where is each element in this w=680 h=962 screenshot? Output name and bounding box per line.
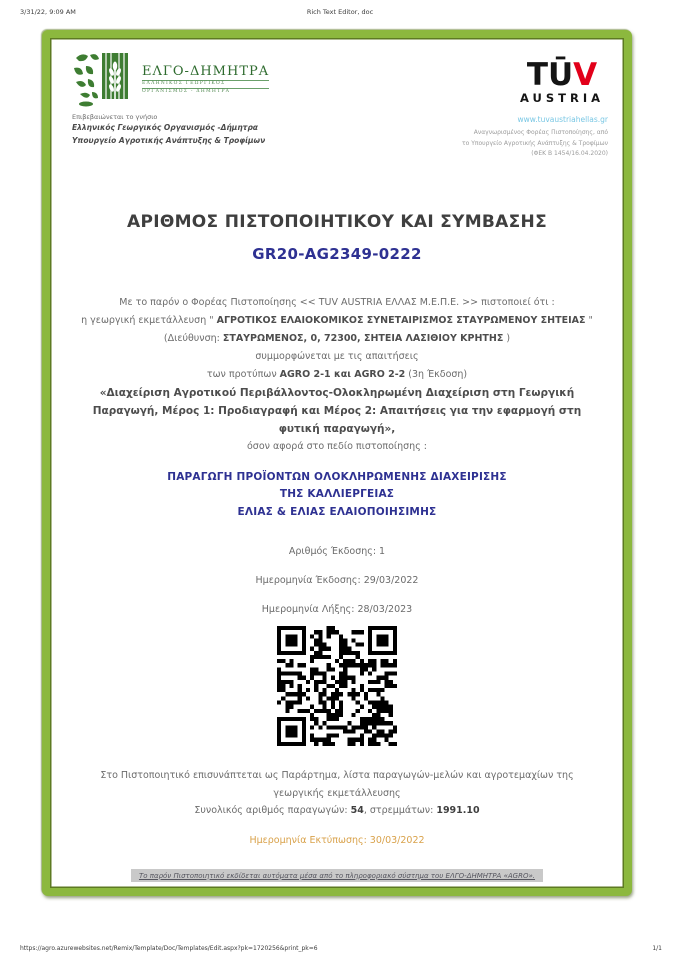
tuv-website-link[interactable]: www.tuvaustriahellas.gr	[517, 115, 608, 124]
standards-names: AGRO 2-1 και AGRO 2-2	[279, 368, 406, 380]
body-line-standards	[72, 366, 602, 384]
tuv-austria-logo	[519, 57, 604, 105]
print-footer-page-number: 1/1	[652, 945, 662, 952]
holder-name: ΑΓΡΟΤΙΚΟΣ ΕΛΑΙΟΚΟΜΙΚΟΣ ΣΥΝΕΤΑΙΡΙΣΜΟΣ ΣΤΑΥΡΩΜΕΝΟΥ ΣΗΤΕΙΑΣ	[216, 314, 586, 326]
scope-line-3: ΕΛΙΑΣ & ΕΛΙΑΣ ΕΛΑΙΟΠΟΙΗΣΙΜΗΣ	[237, 505, 437, 518]
elgo-logo-subtitle-2: ΟΡΓΑΝΙΣΜΟΣ - ΔΗΜΗΤΡΑ	[142, 88, 231, 94]
certificate-number: GR20-AG2349-0222	[252, 244, 422, 263]
print-header-doc-title: Rich Text Editor, doc	[306, 8, 374, 16]
address-suffix: )	[503, 332, 511, 344]
tuv-note-line-2: το Υπουργείο Αγροτικής Ανάπτυξης & Τροφίμων	[462, 139, 608, 147]
certificate-header	[50, 38, 624, 160]
totals-mid: , στρεμμάτων:	[363, 805, 437, 816]
certificate-body	[72, 294, 602, 456]
totals-line	[50, 802, 624, 820]
print-footer-url: https://agro.azurewebsites.net/Remix/Template/Doc/Templates/Edit.aspx?pk=1720256&print_pk=6	[20, 945, 318, 952]
body-standard-description: «Διαχείριση Αγροτικού Περιβάλλοντος-Ολοκληρωμένη Διαχείριση στη Γεωργική Παραγωγή, Μέρος 1: Προδιαγραφή και Μέρος 2: Απαιτήσεις για την εφαρμογή στη φυτική παραγωγή»,	[92, 386, 582, 435]
elgo-confirm-line: Επιβεβαιώνεται το γνήσιο	[72, 113, 158, 121]
issue-number: Αριθμός Έκδοσης: 1	[288, 546, 386, 557]
tuv-logo-austria: AUSTRIA	[519, 91, 604, 105]
tuv-block	[380, 52, 610, 160]
address-value: ΣΤΑΥΡΩΜΕΝΟΣ, 0, 72300, ΣΗΤΕΙΑ ΛΑΣΙΘΙΟΥ ΚΡΗΤΗΣ	[222, 332, 504, 344]
tuv-logo-tu: TŪ	[526, 57, 574, 93]
tuv-logo-word	[520, 57, 604, 93]
print-date: Ημερομηνία Εκτύπωσης: 30/03/2022	[249, 834, 425, 846]
print-header-datetime: 3/31/22, 9:09 AM	[20, 8, 76, 16]
footnote-wrap	[50, 863, 624, 883]
qr-code	[277, 626, 397, 746]
holder-suffix: "	[585, 314, 593, 326]
totals-area-value: 1991.10	[436, 805, 480, 816]
certification-scope	[50, 469, 624, 522]
body-line-certifier: Με το παρόν ο Φορέας Πιστοποίησης << TUV AUSTRIA ΕΛΛΑΣ Μ.Ε.Π.Ε. >> πιστοποιεί ότι :	[119, 296, 555, 308]
body-line-holder	[72, 312, 602, 330]
totals-prefix: Συνολικός αριθμός παραγωγών:	[194, 805, 351, 816]
scope-line-1: ΠΑΡΑΓΩΓΗ ΠΡΟΪΟΝΤΩΝ ΟΛΟΚΛΗΡΩΜΕΝΗΣ ΔΙΑΧΕΙΡΙΣΗΣ	[167, 470, 507, 483]
body-line-address	[72, 330, 602, 348]
tuv-note-line-3: (ΦΕΚ Β 1454/16.04.2020)	[531, 150, 608, 157]
elgo-logotype	[142, 52, 269, 95]
tuv-note-line-1: Αναγνωρισμένος Φορέας Πιστοποίησης, από	[473, 129, 608, 136]
footnote: Το παρόν Πιστοποιητικό εκδίδεται αυτόματα μέσα από το πληροφοριακό σύστημα του ΕΛΓΟ-ΔΗΜΗΤΡΑ «AGRO».	[131, 869, 543, 882]
body-line-complies: συμμορφώνεται με τις απαιτήσεις	[255, 350, 419, 362]
totals-producers-count: 54	[350, 805, 364, 816]
elgo-logo	[72, 52, 342, 107]
expiry-date: Ημερομηνία Λήξης: 28/03/2023	[261, 604, 413, 615]
annex-line-2: γεωργικής εκμετάλλευσης	[273, 787, 401, 799]
elgo-block	[72, 52, 342, 147]
annex-block	[50, 767, 624, 820]
tuv-logo-v: V	[573, 57, 598, 93]
elgo-org-line-2: Υπουργείο Αγροτικής Ανάπτυξης & Τροφίμων	[72, 136, 266, 145]
issue-date: Ημερομηνία Έκδοσης: 29/03/2022	[255, 575, 419, 586]
standards-prefix: των προτύπων	[206, 368, 280, 380]
elgo-logo-title: ΕΛΓΟ-ΔΗΜΗΤΡΑ	[142, 64, 270, 79]
annex-line-1: Στο Πιστοποιητικό επισυνάπτεται ως Παράρτημα, λίστα παραγωγών-μελών και αγροτεμαχίων της	[100, 770, 574, 781]
address-prefix: (Διεύθυνση:	[163, 332, 223, 344]
elgo-org-line-1: Ελληνικός Γεωργικός Οργανισμός -Δήμητρα	[72, 123, 258, 132]
certificate-title: ΑΡΙΘΜΟΣ ΠΙΣΤΟΠΟΙΗΤΙΚΟΥ ΚΑΙ ΣΥΜΒΑΣΗΣ	[127, 211, 547, 232]
holder-prefix: η γεωργική εκμετάλλευση "	[81, 314, 217, 326]
standards-edition: (3η Έκδοση)	[405, 368, 468, 380]
body-line-scope-intro: όσον αφορά στο πεδίο πιστοποίησης :	[246, 440, 427, 452]
certificate-frame	[42, 30, 632, 896]
scope-line-2: ΤΗΣ ΚΑΛΛΙΕΡΓΕΙΑΣ	[279, 488, 395, 500]
elgo-wheat-emblem-icon	[72, 52, 134, 107]
elgo-logo-subtitle-1: ΕΛΛΗΝΙΚΟΣ ΓΕΩΡΓΙΚΟΣ	[142, 81, 269, 89]
